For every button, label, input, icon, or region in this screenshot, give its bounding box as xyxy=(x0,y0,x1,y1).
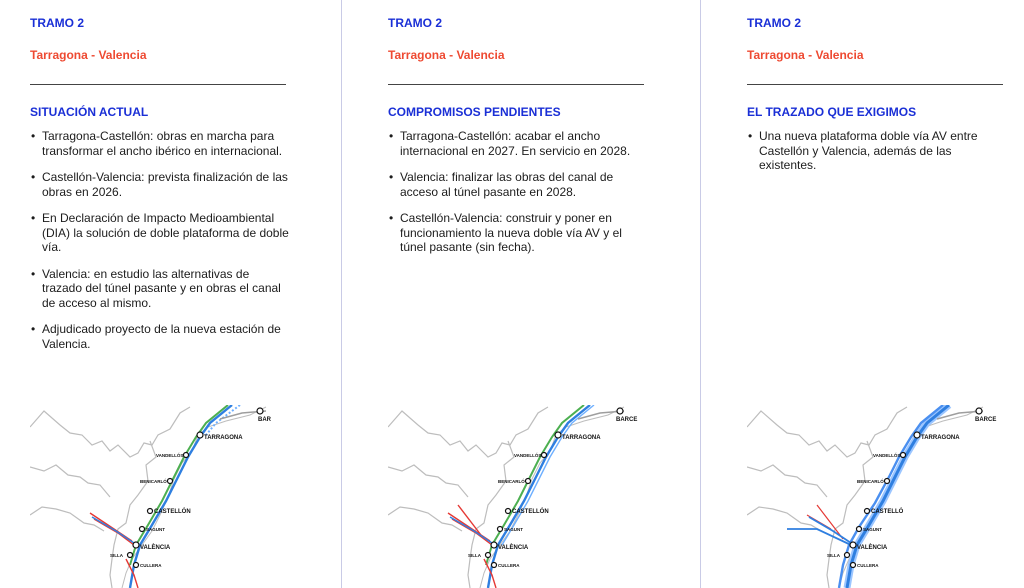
bullet-item: • Tarragona-Castellón: obras en marcha para transformar el ancho ibérico en internacional. xyxy=(42,129,292,158)
rail-line-blue-wide xyxy=(847,405,949,588)
station-label: CULLERA xyxy=(857,563,879,568)
tramo-label: TRAMO 2 xyxy=(747,16,801,30)
station-label: BENICARLÓ xyxy=(857,479,884,484)
station-marker xyxy=(617,408,623,414)
bullet-item: • Adjudicado proyecto de la nueva estación de Valencia. xyxy=(42,322,292,351)
station-marker xyxy=(845,553,850,558)
coast-line xyxy=(839,407,983,588)
station-marker xyxy=(184,453,189,458)
station-marker xyxy=(257,408,263,414)
station-marker xyxy=(197,432,203,438)
region-border xyxy=(388,407,548,588)
station-label: VANDELLÓS xyxy=(514,453,542,458)
station-marker xyxy=(526,479,531,484)
station-label: SILLA xyxy=(827,553,840,558)
route-label: Tarragona - Valencia xyxy=(30,48,147,62)
station-label: BENICARLÓ xyxy=(140,479,167,484)
station-marker xyxy=(555,432,561,438)
station-label: BARCE xyxy=(616,417,638,423)
tramo-label: TRAMO 2 xyxy=(30,16,84,30)
panel-compromisos-pendientes xyxy=(341,0,700,588)
station-marker xyxy=(133,542,139,548)
station-marker xyxy=(914,432,920,438)
station-marker xyxy=(901,453,906,458)
station-label: TARRAGONA xyxy=(562,435,601,441)
station-label: SILLA xyxy=(468,553,481,558)
station-label: CASTELLÓ xyxy=(871,509,904,515)
station-label: CULLERA xyxy=(140,563,162,568)
coast-line xyxy=(480,407,624,588)
section-heading: SITUACIÓN ACTUAL xyxy=(30,105,149,119)
rail-line-blue-outer xyxy=(502,405,594,545)
section-heading: COMPROMISOS PENDIENTES xyxy=(388,105,561,119)
station-label: VANDELLÓS xyxy=(156,453,184,458)
bullet-item: • Castellón-Valencia: construir y poner en funcionamiento la nueva doble vía AV y el túnel pasante (sin fecha). xyxy=(400,211,650,255)
bullet-item: • En Declaración de Impacto Medioambiental (DIA) la solución de doble plataforma de doble vía. xyxy=(42,211,292,255)
station-marker xyxy=(140,527,145,532)
station-marker xyxy=(865,509,870,514)
station-marker xyxy=(148,509,153,514)
station-marker xyxy=(850,542,856,548)
station-marker xyxy=(857,527,862,532)
bullet-item: • Castellón-Valencia: prevista finalización de las obras en 2026. xyxy=(42,170,292,199)
station-label: CULLERA xyxy=(498,563,520,568)
station-marker xyxy=(498,527,503,532)
divider xyxy=(747,84,1003,85)
station-label: CASTELLÓN xyxy=(512,509,549,515)
station-label: VALÈNCIA xyxy=(498,545,529,551)
bullet-item: • Valencia: finalizar las obras del canal de acceso al túnel pasante en 2028. xyxy=(400,170,650,199)
divider xyxy=(30,84,286,85)
rail-line-blue xyxy=(488,405,590,588)
station-label: BENICARLÓ xyxy=(498,479,525,484)
station-label: SAGUNT xyxy=(146,527,165,532)
station-label: BAR xyxy=(258,417,271,423)
route-label: Tarragona - Valencia xyxy=(388,48,505,62)
route-map xyxy=(30,405,290,588)
station-label: SAGUNT xyxy=(504,527,523,532)
station-marker xyxy=(542,453,547,458)
panel-trazado-que-exigimos xyxy=(700,0,1024,588)
station-label: BARCE xyxy=(975,417,997,423)
region-border xyxy=(30,407,190,588)
rail-line-blue xyxy=(130,405,232,588)
divider xyxy=(388,84,644,85)
station-marker xyxy=(976,408,982,414)
station-label: VALÈNCIA xyxy=(857,545,888,551)
bullet-list xyxy=(747,129,1009,173)
station-marker xyxy=(491,542,497,548)
route-map xyxy=(747,405,1007,588)
station-marker xyxy=(851,563,856,568)
bullet-item: • Valencia: en estudio las alternativas de trazado del túnel pasante y en obras el canal de acceso al mismo. xyxy=(42,267,292,311)
station-marker xyxy=(486,553,491,558)
station-label: SAGUNT xyxy=(863,527,882,532)
station-marker xyxy=(128,553,133,558)
station-marker xyxy=(168,479,173,484)
station-label: VANDELLÓS xyxy=(873,453,901,458)
section-heading: EL TRAZADO QUE EXIGIMOS xyxy=(747,105,917,119)
coast-line xyxy=(122,407,266,588)
route-map xyxy=(388,405,648,588)
bullet-list xyxy=(30,129,292,351)
tramo-label: TRAMO 2 xyxy=(388,16,442,30)
station-label: CASTELLÓN xyxy=(154,509,191,515)
station-label: TARRAGONA xyxy=(204,435,243,441)
station-marker xyxy=(134,563,139,568)
bullet-item: • Una nueva plataforma doble vía AV entre Castellón y Valencia, además de las existentes. xyxy=(759,129,1009,173)
station-marker xyxy=(506,509,511,514)
bullet-list xyxy=(388,129,650,255)
station-label: TARRAGONA xyxy=(921,435,960,441)
rail-line-blue-west xyxy=(787,517,851,545)
route-label: Tarragona - Valencia xyxy=(747,48,864,62)
station-label: VALÈNCIA xyxy=(140,545,171,551)
rail-line-blue xyxy=(847,405,949,588)
station-marker xyxy=(492,563,497,568)
station-label: SILLA xyxy=(110,553,123,558)
panel-situacion-actual xyxy=(0,0,341,588)
station-marker xyxy=(885,479,890,484)
bullet-item: • Tarragona-Castellón: acabar el ancho internacional en 2027. En servicio en 2028. xyxy=(400,129,650,158)
rail-line-blue-west xyxy=(92,517,134,543)
